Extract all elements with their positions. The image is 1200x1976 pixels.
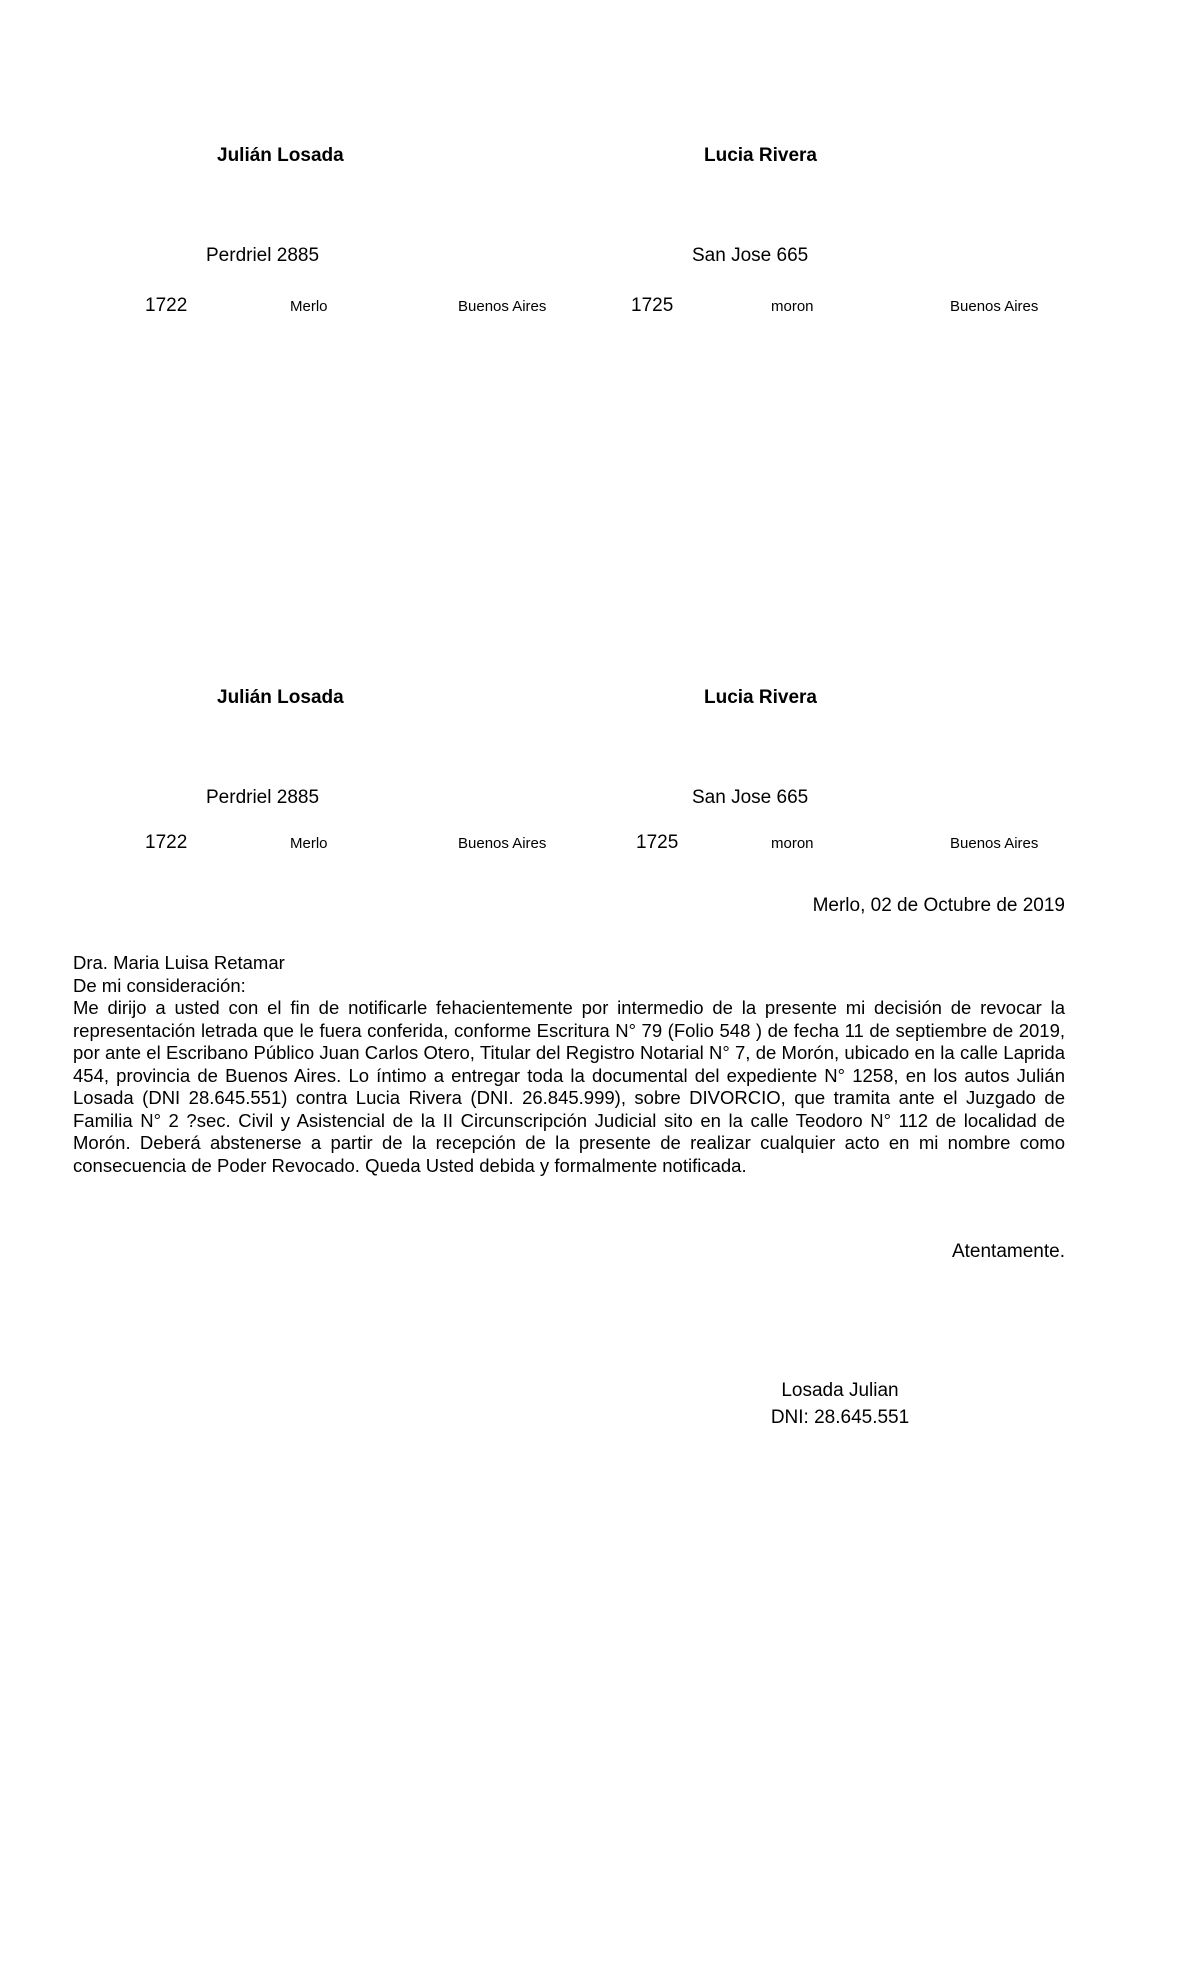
sender-zip: 1722 bbox=[145, 295, 188, 316]
closing: Atentamente. bbox=[951, 1241, 1065, 1262]
sender-province: Buenos Aires bbox=[458, 298, 547, 315]
place-date: Merlo, 02 de Octubre de 2019 bbox=[812, 895, 1065, 916]
recipient-zip: 1725 bbox=[631, 295, 674, 316]
recipient-zip: 1725 bbox=[636, 832, 679, 853]
recipient-city: moron bbox=[771, 835, 814, 852]
sender-name: Julián Losada bbox=[217, 687, 344, 708]
addressee: Dra. Maria Luisa Retamar bbox=[73, 952, 285, 973]
sender-province: Buenos Aires bbox=[458, 835, 547, 852]
letter-body bbox=[73, 952, 1065, 1177]
sender-street: Perdriel 2885 bbox=[206, 245, 320, 266]
sender-zip: 1722 bbox=[145, 832, 188, 853]
recipient-name: Lucia Rivera bbox=[704, 687, 817, 708]
sender-city: Merlo bbox=[290, 298, 328, 315]
salutation: De mi consideración: bbox=[73, 974, 246, 996]
sender-city: Merlo bbox=[290, 835, 328, 852]
signature-block bbox=[740, 1377, 940, 1431]
recipient-city: moron bbox=[771, 298, 814, 315]
signature-name: Losada Julian bbox=[781, 1380, 899, 1401]
recipient-province: Buenos Aires bbox=[950, 835, 1039, 852]
body-paragraph: Me dirijo a usted con el fin de notificarle fehacientemente por intermedio de la presente mi decisión de revocar la representación letrada que le fuera conferida, conforme Escritura N° 79 (Folio 548 ) de fecha 11 de septiembre de 2019, por ante el Escribano Público Juan Carlos Otero, Titular del Registro Notarial N° 7, de Morón, ubicado en la calle Laprida 454, provincia de Buenos Aires. Lo íntimo a entregar toda la documental del expediente N° 1258, en los autos Julián Losada (DNI 28.645.551) contra Lucia Rivera (DNI. 26.845.999), sobre DIVORCIO, que tramita ante el Juzgado de Familia N° 2 ?sec. Civil y Asistencial de la II Circunscripción Judicial sito en la calle Teodoro N° 112 de localidad de Morón. Deberá abstenerse a partir de la recepción de la presente de realizar cualquier acto en mi nombre como consecuencia de Poder Revocado. Queda Usted debida y formalmente notificada. bbox=[73, 997, 1065, 1176]
recipient-province: Buenos Aires bbox=[950, 298, 1039, 315]
recipient-name: Lucia Rivera bbox=[704, 145, 817, 166]
sender-name: Julián Losada bbox=[217, 145, 344, 166]
recipient-street: San Jose 665 bbox=[692, 245, 809, 266]
signature-dni: DNI: 28.645.551 bbox=[770, 1407, 910, 1428]
sender-street: Perdriel 2885 bbox=[206, 787, 320, 808]
recipient-street: San Jose 665 bbox=[692, 787, 809, 808]
